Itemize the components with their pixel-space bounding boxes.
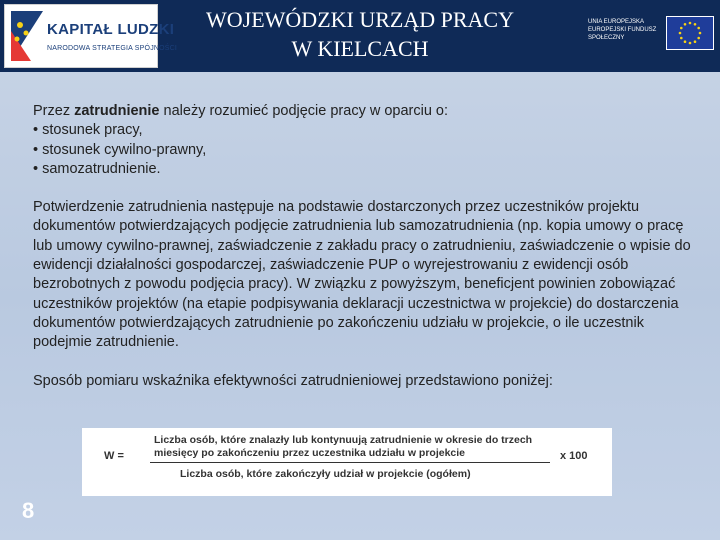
- employment-confirmation-paragraph: Potwierdzenie zatrudnienia następuje na podstawie dostarczonych przez uczestników projektu dokumentów potwierdzających podjęcie zatrudnienia lub samozatrudnienia (np. kopia umowy o pracę lub umowy cywilno-prawnej, zaświadczenie z zakładu pracy o zatrudnieniu, zaświadczenie o wpisie do ewidencji działalności gospodarczej, zaświadczenie PUP o wyrejestrowaniu z ewidencji osób bezrobotnych z powodu podjęcia pracy). W związku z powyższym, beneficjent powinien zobowiązać uczestników projektów (na etapie podpisywania deklaracji uczestnictwa w projekcie) do dostarczenia dokumentów potwierdzających zatrudnienie po zakończeniu udziału w projekcie, o ile uczestnik podejmie zatrudnienie.: [33, 199, 691, 351]
- intro-block: [33, 102, 693, 179]
- page-number: 8: [22, 498, 35, 523]
- logo-title: KAPITAŁ LUDZKI: [47, 21, 175, 38]
- slide-content: [33, 102, 693, 410]
- formula-numerator: Liczba osób, które znalazły lub kontynuują zatrudnienie w okresie do trzech miesięcy po zakończeniu przez uczestnika udziału w projekcie: [154, 434, 533, 459]
- bullet-item: • stosunek cywilno-prawny,: [33, 141, 207, 158]
- eu-logo-text: UNIA EUROPEJSKA EUROPEJSKI FUNDUSZ SPOŁECZNY: [588, 19, 657, 41]
- formula-lhs: W =: [104, 450, 124, 462]
- bullet-item: • samozatrudnienie.: [33, 160, 161, 177]
- formula-denominator: Liczba osób, które zakończyły udział w projekcie (ogółem): [180, 468, 471, 480]
- page-title-line-2: W KIELCACH: [291, 36, 429, 61]
- intro-bold-term: zatrudnienie: [74, 103, 160, 119]
- kapital-ludzki-logo: [4, 4, 178, 68]
- logo-subtitle: NARODOWA STRATEGIA SPÓJNOŚCI: [47, 45, 178, 52]
- slide-header: [0, 0, 720, 72]
- efficiency-formula: [82, 428, 612, 496]
- page-title-line-1: WOJEWÓDZKI URZĄD PRACY: [206, 7, 514, 32]
- kapital-ludzki-flag-icon: [11, 11, 43, 61]
- intro-sentence: [33, 102, 693, 121]
- measurement-intro-paragraph: Sposób pomiaru wskaźnika efektywności zatrudnieniowej przedstawiono poniżej:: [33, 372, 553, 389]
- page-title: [160, 5, 560, 63]
- intro-suffix: należy rozumieć podjęcie pracy w oparciu o:: [159, 103, 449, 119]
- intro-prefix: Przez: [33, 103, 75, 119]
- eu-flag-icon: [666, 16, 714, 50]
- formula-multiplier: x 100: [560, 450, 588, 462]
- bullet-item: • stosunek pracy,: [33, 122, 143, 139]
- formula-fraction-line: [150, 462, 550, 463]
